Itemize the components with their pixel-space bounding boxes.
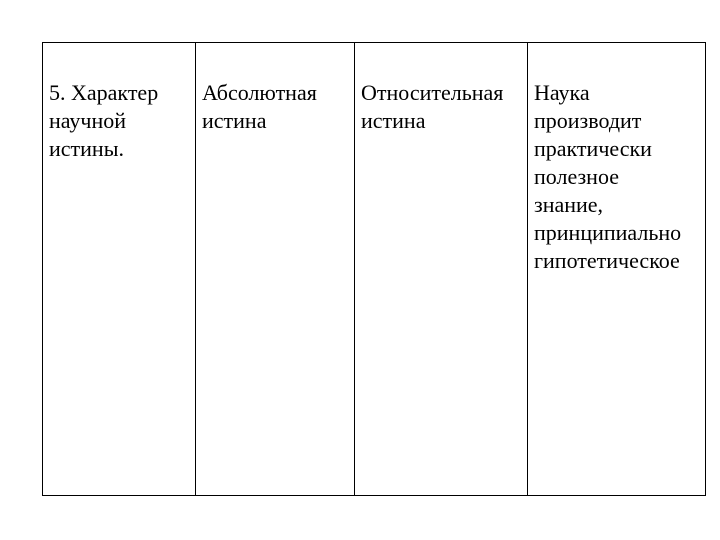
criterion-text: 5. Характер научной истины. bbox=[49, 80, 159, 161]
table-cell-relative-truth bbox=[355, 43, 528, 495]
table-cell-criterion bbox=[43, 43, 196, 495]
absolute-truth-text: Абсолютная истина bbox=[202, 80, 317, 133]
science-text: Наука производит практически полезное знание, принципиально гипотетическое bbox=[534, 80, 682, 273]
table-cell-science bbox=[528, 43, 705, 495]
comparison-table bbox=[42, 42, 706, 496]
relative-truth-text: Относительная истина bbox=[361, 80, 504, 133]
table-cell-absolute-truth bbox=[196, 43, 355, 495]
